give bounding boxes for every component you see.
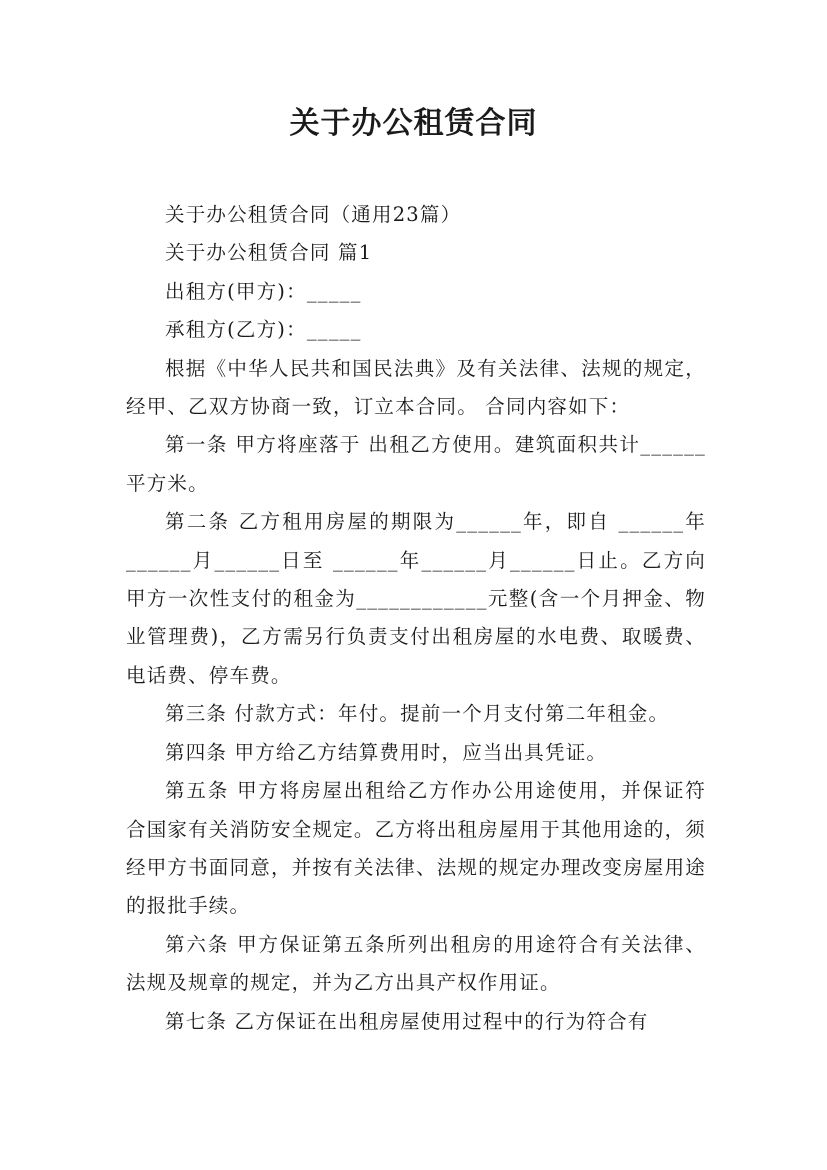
document-title: 关于办公租赁合同 bbox=[289, 106, 538, 141]
paragraph-article-3: 第三条 付款方式：年付。提前一个月支付第二年租金。 bbox=[165, 702, 670, 726]
paragraph-article-7: 第七条 乙方保证在出租房屋使用过程中的行为符合有 bbox=[165, 1009, 649, 1033]
document-body bbox=[126, 196, 714, 1041]
paragraph-subtitle: 关于办公租赁合同（通用23篇） bbox=[165, 203, 462, 226]
paragraph-article-6: 第六条 甲方保证第五条所列出租房的用途符合有关法律、法规及规章的规定，并为乙方出具产权作用证。 bbox=[126, 932, 706, 995]
paragraph-article-5: 第五条 甲方将房屋出租给乙方作办公用途使用，并保证符合国家有关消防安全规定。乙方将出租房屋用于其他用途的，须经甲方书面同意，并按有关法律、法规的规定办理改变房屋用途的报批手续。 bbox=[126, 779, 706, 918]
paragraph-article-4: 第四条 甲方给乙方结算费用时，应当出具凭证。 bbox=[165, 740, 608, 764]
paragraph-preamble: 根据《中华人民共和国民法典》及有关法律、法规的规定，经甲、乙双方协商一致，订立本合同。 合同内容如下： bbox=[126, 356, 706, 419]
paragraph-section-heading: 关于办公租赁合同 篇1 bbox=[165, 241, 373, 265]
paragraph-lessor: 出租方(甲方)：_____ bbox=[165, 279, 362, 303]
paragraph-article-1: 第一条 甲方将座落于 出租乙方使用。建筑面积共计______平方米。 bbox=[126, 433, 706, 495]
paragraph-lessee: 承租方(乙方)：_____ bbox=[165, 318, 362, 342]
paragraph-article-2: 第二条 乙方租用房屋的期限为______年，即自 ______年 ______月______日至 ______年______月______日止。乙方向甲方一次性支付的租金为____________元整(含一个月押金、物业管理费)，乙方需另行负责支付出租房屋的水电费、取暖费、电话费、停车费。 bbox=[126, 510, 714, 687]
